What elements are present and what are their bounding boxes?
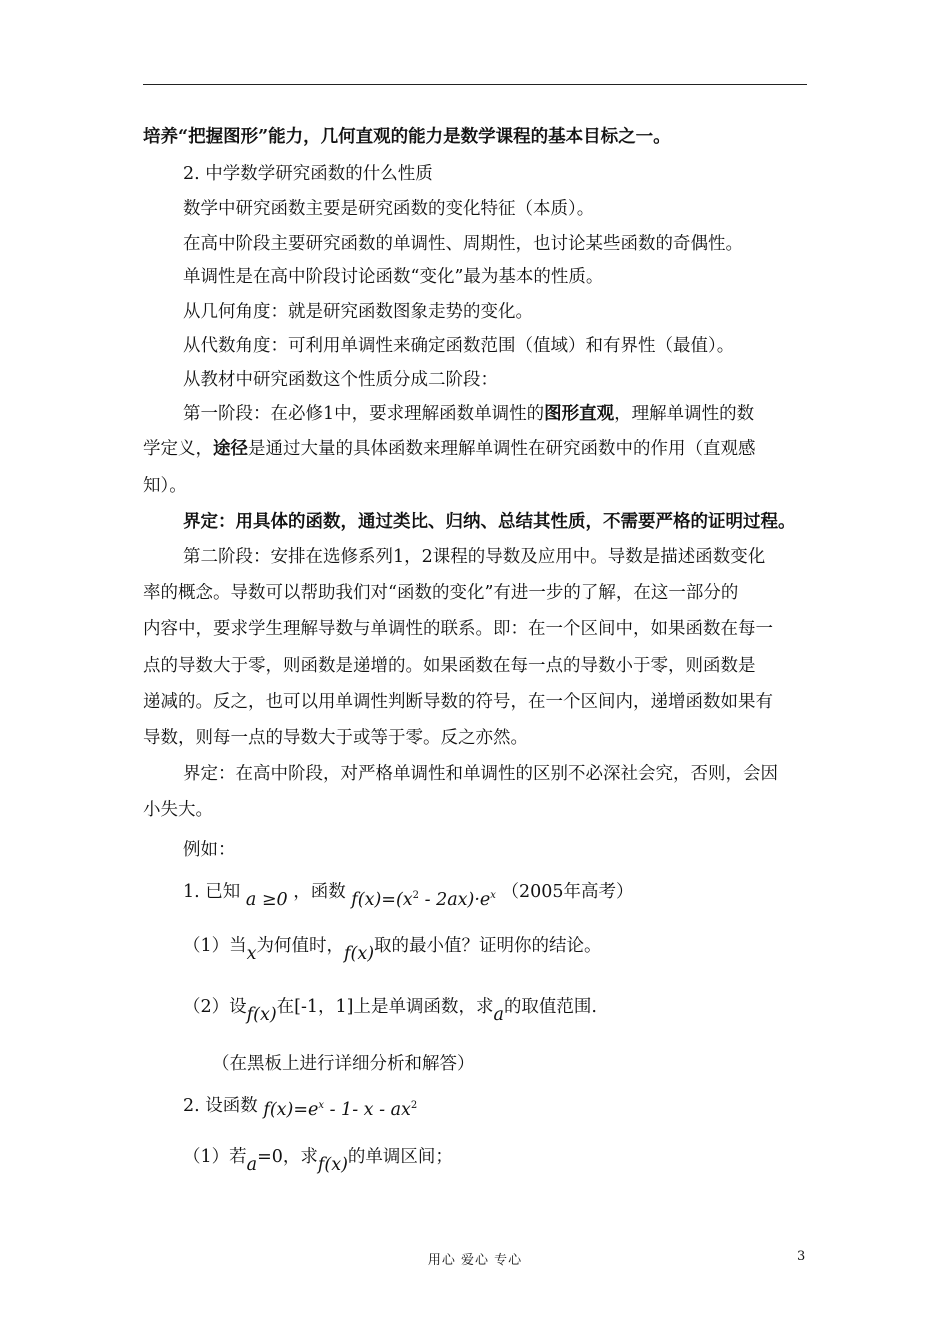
section-heading: 2. 中学数学研究函数的什么性质 (183, 164, 433, 184)
condition-formula: a ≥0 (245, 890, 288, 910)
text-run: 学定义， (143, 439, 213, 459)
formula-part: - 2ax)·e (419, 890, 491, 910)
source-note: （2005年高考） (501, 882, 634, 902)
paragraph-line: 导数，则每一点的导数大于或等于零。反之亦然。 (143, 728, 528, 748)
paragraph-line: 从几何角度：就是研究函数图象走势的变化。 (183, 302, 533, 322)
definition-line: 界定：用具体的函数，通过类比、归纳、总结其性质，不需要严格的证明过程。 (183, 512, 796, 532)
text-run: 在[-1，1]上是单调函数，求 (276, 997, 494, 1017)
exponent: x (490, 890, 496, 901)
text-run: 是通过大量的具体函数来理解单调性在研究函数中的作用（直观感 (248, 439, 756, 459)
text-run: 2. 设函数 (183, 1096, 258, 1116)
text-run: =0，求 (257, 1147, 318, 1167)
exponent: x (318, 1100, 325, 1111)
formula-part: - 1- x - ax (324, 1100, 411, 1120)
text-run: 第一阶段：在必修1中，要求理解函数单调性的 (183, 404, 545, 424)
text-run: （2）设 (183, 997, 247, 1017)
text-run: （1）若 (183, 1147, 247, 1167)
text-run: 1. 已知 (183, 882, 241, 902)
text-run: ，函数 (293, 882, 346, 902)
paragraph-line: 第二阶段：安排在选修系列1，2课程的导数及应用中。导数是描述函数变化 (183, 547, 766, 567)
variable: x (246, 944, 257, 964)
paragraph-line: 界定：在高中阶段，对严格单调性和单调性的区别不必深社会究，否则，会因 (183, 764, 778, 784)
formula-part: f(x)=(x (351, 890, 413, 910)
function-formula (263, 1100, 417, 1120)
paragraph-line: 点的导数大于零，则函数是递增的。如果函数在每一点的导数小于零，则函数是 (143, 656, 756, 676)
text-run: 取的最小值？证明你的结论。 (374, 936, 602, 956)
function-formula (351, 890, 496, 910)
paragraph-line: 从教材中研究函数这个性质分成二阶段： (183, 370, 498, 390)
paragraph-line (143, 437, 756, 461)
paragraph-line: 率的概念。导数可以帮助我们对“函数的变化”有进一步的了解，在这一部分的 (143, 583, 739, 603)
paragraph-line: 内容中，要求学生理解导数与单调性的联系。即：在一个区间中，如果函数在每一 (143, 619, 773, 639)
paragraph-line: 培养“把握图形”能力，几何直观的能力是数学课程的基本目标之一。 (143, 127, 671, 147)
example-1-statement (183, 876, 634, 910)
paragraph-line: 在高中阶段主要研究函数的单调性、周期性，也讨论某些函数的奇偶性。 (183, 234, 743, 254)
example-1-question-1 (183, 934, 602, 964)
exponent: 2 (412, 890, 420, 901)
paragraph-line: 单调性是在高中阶段讨论函数“变化”最为基本的性质。 (183, 267, 604, 287)
footer-motto: 用心 爱心 专心 (427, 1253, 523, 1268)
function-symbol: f(x) (344, 944, 375, 964)
emphasis-text: 途径 (213, 439, 248, 459)
paragraph-line: 数学中研究函数主要是研究函数的变化特征（本质）。 (183, 199, 595, 219)
text-run: 的单调区间； (347, 1147, 453, 1167)
text-run: ，理解单调性的数 (614, 404, 755, 424)
emphasis-text: 图形直观 (544, 404, 615, 424)
formula-part: f(x)=e (263, 1100, 319, 1120)
text-run: 的取值范围. (503, 997, 597, 1017)
variable: a (493, 1005, 504, 1025)
example-1-question-2 (183, 995, 597, 1025)
example-2-statement (183, 1090, 417, 1118)
paragraph-line: 知）。 (143, 476, 187, 496)
text-run: 为何值时， (256, 936, 345, 956)
example-2-question-1 (183, 1145, 453, 1175)
paragraph-line: 例如： (183, 840, 236, 860)
paragraph-line: 小失大。 (143, 800, 213, 820)
paragraph-line: 从代数角度：可利用单调性来确定函数范围（值域）和有界性（最值）。 (183, 336, 735, 356)
variable: a (246, 1155, 258, 1175)
page-number: 3 (797, 1249, 806, 1264)
function-symbol: f(x) (246, 1005, 277, 1025)
text-run: （1）当 (183, 936, 247, 956)
blackboard-note: （在黑板上进行详细分析和解答） (212, 1054, 475, 1074)
paragraph-line (183, 402, 754, 426)
exponent: 2 (410, 1100, 418, 1111)
header-rule (143, 84, 807, 85)
paragraph-line: 递减的。反之，也可以用单调性判断导数的符号，在一个区间内，递增函数如果有 (143, 692, 773, 712)
function-symbol: f(x) (317, 1155, 348, 1175)
